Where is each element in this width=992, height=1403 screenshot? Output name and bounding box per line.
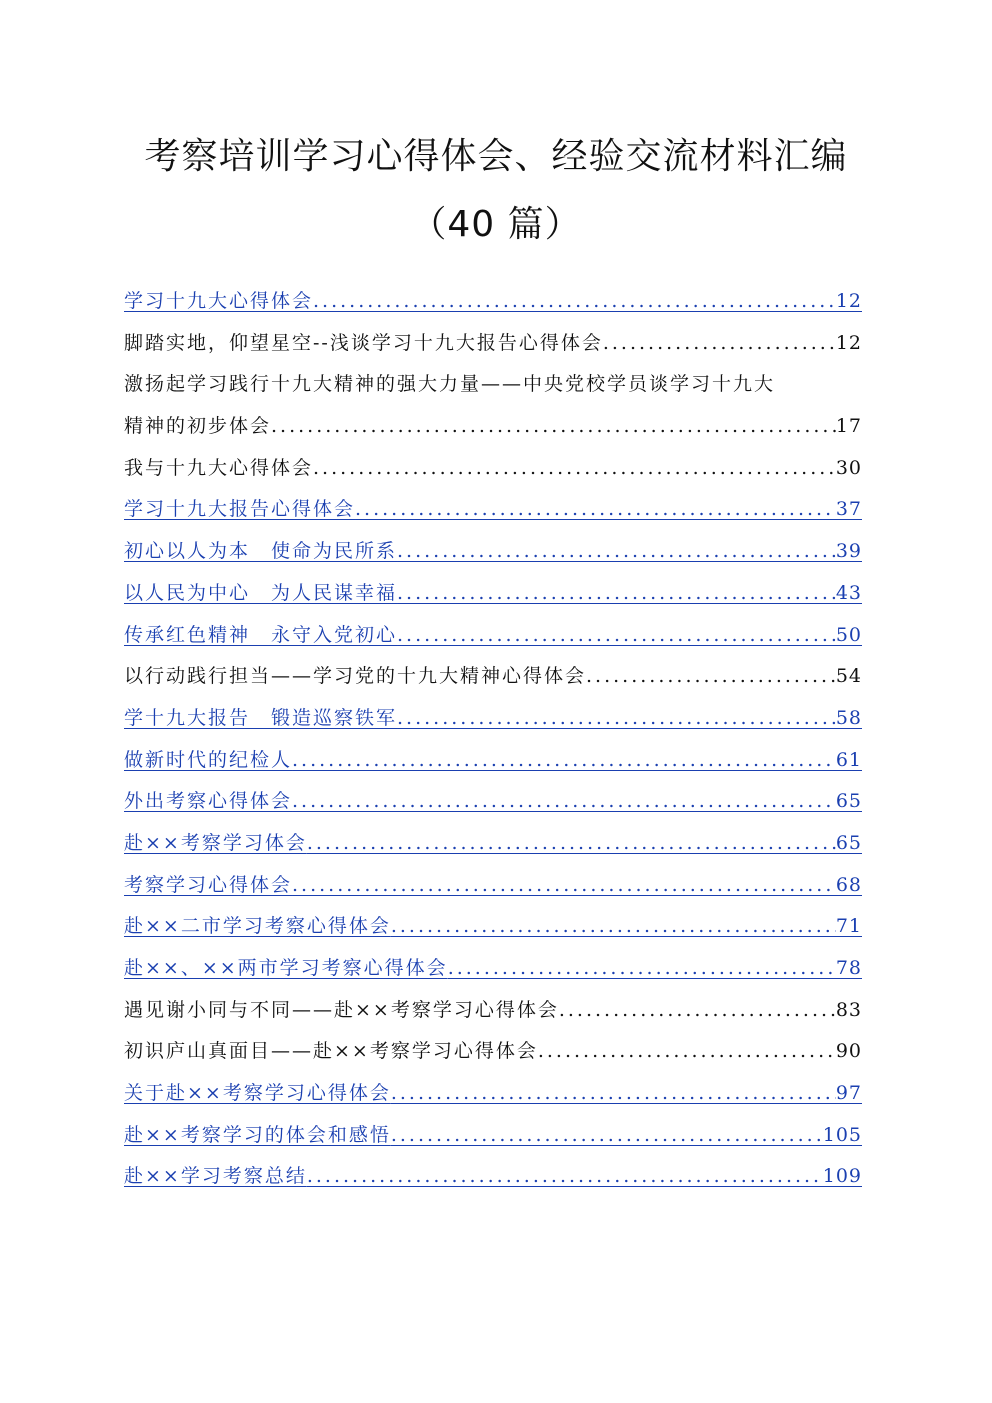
toc-page-number: 68 [835,873,862,896]
toc-entry-title: 赴××考察学习体会 [124,831,307,854]
toc-dot-leader [448,954,836,982]
toc-entry-title: 赴××、××两市学习考察心得体会 [124,957,448,979]
toc-dot-leader [603,329,836,357]
toc-entry-title: 传承红色精神 永守入党初心 [124,623,398,646]
toc-entry [124,1037,862,1079]
toc-dot-leader [355,495,836,523]
toc-entry[interactable] [124,537,862,579]
toc-page-number: 97 [835,1082,862,1105]
toc-page-number: 58 [835,706,862,729]
toc-page-number: 54 [835,665,862,688]
toc-entry-title: 遇见谢小同与不同——赴××考察学习心得体会 [124,998,559,1021]
toc-dot-leader [397,704,836,732]
toc-entry[interactable] [124,1079,862,1121]
toc-entry-title: 以行动践行担当——学习党的十九大精神心得体会 [124,665,587,688]
toc-page-number: 109 [822,1165,862,1188]
toc-entry[interactable] [124,579,862,621]
toc-entry-title: 以人民为中心 为人民谋幸福 [124,581,398,604]
toc-page-number: 17 [835,415,862,438]
toc-entry[interactable] [124,912,862,954]
toc-entry[interactable] [124,954,862,996]
toc-entry-title: 学习十九大报告心得体会 [124,498,356,521]
toc-entry-title: 赴××考察学习的体会和感悟 [124,1123,391,1146]
toc-entry [124,454,862,496]
toc-entry[interactable] [124,829,862,871]
toc-entry [124,662,862,704]
toc-entry-title: 赴××学习考察总结 [124,1165,307,1188]
toc-page-number: 83 [835,998,862,1021]
toc-entry-title: 外出考察心得体会 [124,790,293,813]
toc-entry-title: 关于赴××考察学习心得体会 [124,1082,391,1105]
toc-page-number: 105 [822,1123,862,1146]
toc-page-number: 12 [835,290,862,312]
toc-entry [124,329,862,371]
document-subtitle: （40 篇） [410,204,582,245]
toc-dot-leader [586,662,836,690]
toc-entry-title: 脚踏实地，仰望星空--浅谈学习十九大报告心得体会 [124,331,603,354]
toc-page-number: 37 [835,498,862,521]
toc-page-number: 30 [835,456,862,479]
toc-dot-leader [559,996,836,1024]
toc-dot-leader [271,412,836,440]
toc-dot-leader [391,1079,836,1107]
toc-dot-leader [397,537,836,565]
toc-entry[interactable] [124,287,862,329]
toc-page-number: 43 [835,581,862,604]
toc-dot-leader [391,912,836,940]
toc-entry [124,996,862,1038]
toc-entry[interactable] [124,495,862,537]
toc-entry[interactable] [124,1121,862,1163]
toc-dot-leader [307,1162,823,1190]
toc-entry-title: 初识庐山真面目——赴××考察学习心得体会 [124,1040,538,1063]
toc-page-number: 39 [835,540,862,563]
toc-page-number: 12 [835,331,862,354]
toc-dot-leader [538,1037,836,1065]
toc-entry[interactable] [124,871,862,913]
toc-dot-leader [292,787,836,815]
table-of-contents [124,287,862,1204]
document-title: 考察培训学习心得体会、经验交流材料汇编 [144,136,848,177]
toc-page-number: 90 [835,1040,862,1063]
toc-dot-leader [397,579,836,607]
toc-dot-leader [292,746,836,774]
toc-entry[interactable] [124,746,862,788]
toc-page-number: 78 [835,957,862,979]
toc-dot-leader [313,454,836,482]
toc-entry[interactable] [124,621,862,663]
toc-entry-title: 做新时代的纪检人 [124,748,293,771]
toc-entry-title: 考察学习心得体会 [124,873,293,896]
toc-page-number: 65 [835,831,862,854]
toc-entry-title: 学十九大报告 锻造巡察铁军 [124,706,398,729]
toc-entry [124,412,862,454]
toc-entry-title: 激扬起学习践行十九大精神的强大力量——中央党校学员谈学习十九大 [124,373,776,396]
toc-dot-leader [307,829,836,857]
toc-page-number: 65 [835,790,862,813]
toc-page-number: 61 [835,748,862,771]
toc-entry [124,370,862,412]
toc-dot-leader [313,287,836,315]
toc-dot-leader [397,621,836,649]
toc-entry[interactable] [124,704,862,746]
toc-entry-title: 学习十九大心得体会 [124,290,314,312]
toc-entry-title: 我与十九大心得体会 [124,456,314,479]
toc-entry[interactable] [124,787,862,829]
toc-entry-title: 初心以人为本 使命为民所系 [124,540,398,563]
toc-entry-title: 赴××二市学习考察心得体会 [124,915,391,938]
toc-entry-title: 精神的初步体会 [124,415,272,438]
toc-page-number: 71 [835,915,862,938]
toc-page-number: 50 [835,623,862,646]
toc-entry[interactable] [124,1162,862,1204]
toc-dot-leader [292,871,836,899]
toc-dot-leader [391,1121,823,1149]
